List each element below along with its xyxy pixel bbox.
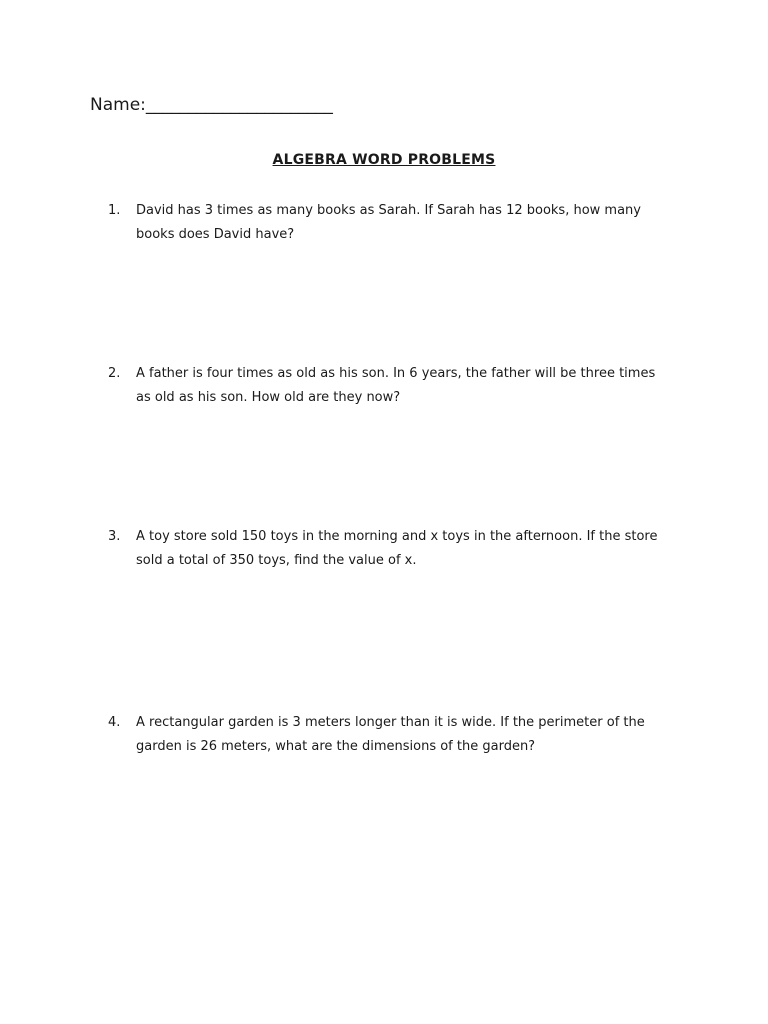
question-item [108,525,668,572]
question-item [108,711,668,758]
question-text: David has 3 times as many books as Sarah. If Sarah has 12 books, how many books does David have? [136,203,641,242]
question-text: A toy store sold 150 toys in the morning and x toys in the afternoon. If the store sold a total of 350 toys, find the value of x. [136,529,658,568]
question-number: 3. [108,529,121,544]
worksheet-title: ALGEBRA WORD PROBLEMS [272,152,496,168]
question-item [108,199,668,246]
question-number: 2. [108,366,121,381]
question-number: 4. [108,715,121,730]
name-blank-line: ______________________ [145,95,333,115]
question-text: A father is four times as old as his son. In 6 years, the father will be three times as old as his son. How old are they now? [136,366,656,405]
question-item [108,362,668,409]
question-text: A rectangular garden is 3 meters longer than it is wide. If the perimeter of the garden is 26 meters, what are the dimensions of the garden? [136,715,645,754]
question-number: 1. [108,203,121,218]
name-label: Name: [90,95,146,115]
name-field-row [90,94,333,116]
